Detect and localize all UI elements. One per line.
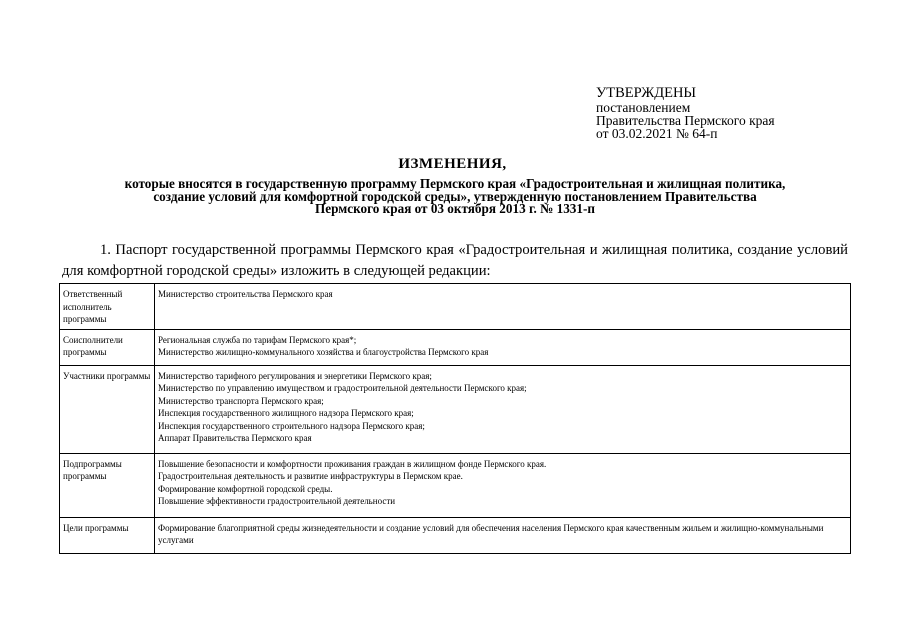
approval-line-2: Правительства Пермского края <box>596 113 775 128</box>
row-label: Цели программы <box>60 517 155 553</box>
row-value <box>155 517 851 553</box>
table-row <box>60 453 851 517</box>
row-value <box>155 284 851 330</box>
row-value-line: Инспекция государственного строительного надзора Пермского края; <box>158 420 425 431</box>
table-row <box>60 365 851 453</box>
row-value <box>155 365 851 453</box>
subtitle-line-2: создание условий для комфортной городской среды», утвержденную постановлением Правительства <box>153 188 757 204</box>
row-value-line: Министерство тарифного регулирования и энергетики Пермского края; <box>158 370 432 381</box>
row-value-line: Формирование благоприятной среды жизнедеятельности и создание условий для обеспечения населения Пермского края качественным жильем и жилищно-коммунальными услугами <box>158 522 824 545</box>
row-value-line: Формирование комфортной городской среды. <box>158 483 333 494</box>
subtitle-line-1: которые вносятся в государственную программу Пермского края «Градостроительная и жилищная политика, <box>124 176 786 191</box>
document-subtitle <box>60 178 850 216</box>
row-value <box>155 329 851 365</box>
table-row <box>60 517 851 553</box>
row-value-line: Аппарат Правительства Пермского края <box>158 433 312 443</box>
row-label: Подпрограммы программы <box>60 453 155 517</box>
row-label: Соисполнители программы <box>60 329 155 365</box>
row-value-line: Министерство строительства Пермского края <box>158 289 333 299</box>
row-value-line: Министерство жилищно-коммунального хозяйства и благоустройства Пермского края <box>158 347 489 357</box>
row-value <box>155 453 851 517</box>
approval-heading: УТВЕРЖДЕНЫ <box>596 85 697 101</box>
row-value-line: Повышение эффективности градостроительной деятельности <box>158 496 396 506</box>
row-value-line: Министерство по управлению имуществом и градостроительной деятельности Пермского края; <box>158 383 527 393</box>
table-row <box>60 284 851 330</box>
approval-line-3: от 03.02.2021 № 64-п <box>596 126 718 141</box>
document-title: ИЗМЕНЕНИЯ, <box>398 156 507 172</box>
row-value-line: Повышение безопасности и комфортности проживания граждан в жилищном фонде Пермского края. <box>158 458 547 469</box>
table-row <box>60 329 851 365</box>
approval-stamp <box>596 86 896 140</box>
subtitle-line-3: Пермского края от 03 октября 2013 г. № 1331-п <box>315 201 595 216</box>
row-value-line: Градостроительная деятельность и развитие инфраструктуры в Пермском крае. <box>158 471 463 481</box>
intro-paragraph-text: 1. Паспорт государственной программы Пермского края «Градостроительная и жилищная политика, создание условий для комфортной городской среды» изложить в следующей редакции: <box>62 242 848 279</box>
row-value-line: Инспекция государственного жилищного надзора Пермского края; <box>158 408 414 418</box>
approval-line-1: постановлением <box>596 100 691 115</box>
intro-paragraph <box>62 240 848 282</box>
program-passport-table <box>59 283 851 554</box>
row-label: Ответственный исполнитель программы <box>60 284 155 330</box>
row-value-line: Региональная служба по тарифам Пермского края*; <box>158 334 357 345</box>
row-label: Участники программы <box>60 365 155 453</box>
row-value-line: Министерство транспорта Пермского края; <box>158 395 324 406</box>
